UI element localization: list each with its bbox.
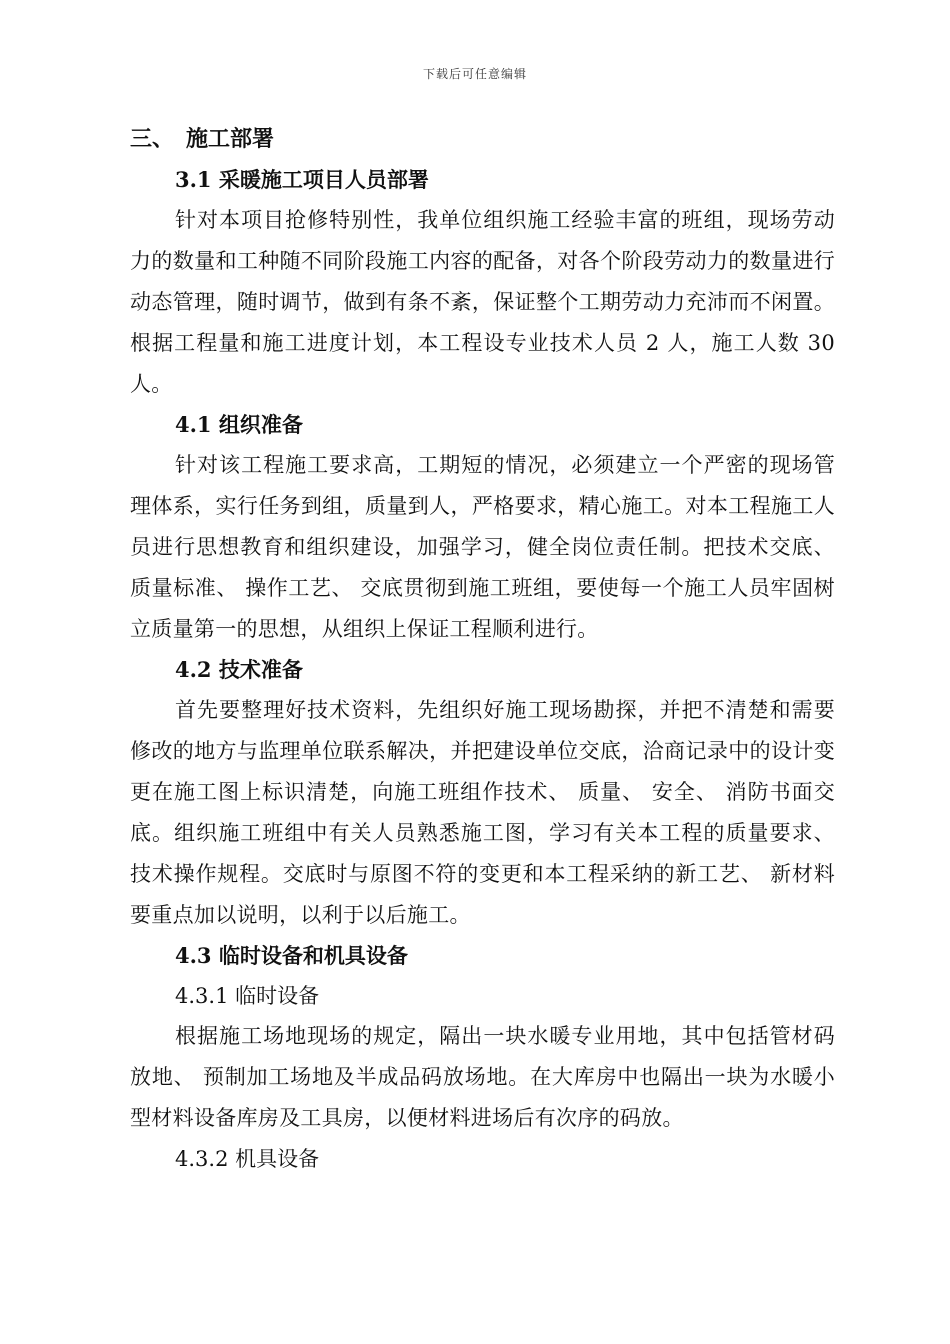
heading-4-3: 4.3 临时设备和机具设备 [175, 943, 408, 968]
paragraph-4-2: 首先要整理好技术资料，先组织好施工现场勘探，并把不清楚和需要修改的地方与监理单位联系解决，并把建设单位交底，洽商记录中的设计变更在施工图上标识清楚，向施工班组作技术、 质量、 安全、 消防书面交底。组织施工班组中有关人员熟悉施工图，学习有关本工程的质量要求、 技术操作规程。交底时与原图不符的变更和本工程采纳的新工艺、 新材料要重点加以说明，以利于以后施工。 [130, 698, 835, 927]
section-title-text: 施工部署 [186, 126, 275, 152]
subheading-4-3-1: 4.3.1 临时设备 [175, 984, 320, 1008]
paragraph-4-1: 针对该工程施工要求高，工期短的情况，必须建立一个严密的现场管理体系，实行任务到组，质量到人，严格要求，精心施工。对本工程施工人员进行思想教育和组织建设，加强学习，健全岗位责任制。把技术交底、 质量标准、 操作工艺、 交底贯彻到施工班组，要使每一个施工人员牢固树立质量第一的思想，从组织上保证工程顺利进行。 [130, 453, 835, 641]
page-header: 下载后可任意编辑 [422, 67, 527, 81]
subheading-4-3-2: 4.3.2 机具设备 [175, 1147, 320, 1171]
heading-4-2: 4.2 技术准备 [175, 657, 303, 682]
paragraph-4-3-1: 根据施工场地现场的规定，隔出一块水暖专业用地，其中包括管材码放地、 预制加工场地及半成品码放场地。在大库房中也隔出一块为水暖小型材料设备库房及工具房，以便材料进场后有次序的码放。 [130, 1024, 835, 1130]
heading-4-1: 4.1 组织准备 [175, 412, 303, 437]
paragraph-3-1: 针对本项目抢修特别性，我单位组织施工经验丰富的班组，现场劳动力的数量和工种随不同阶段施工内容的配备，对各个阶段劳动力的数量进行动态管理，随时调节，做到有条不紊，保证整个工期劳动力充沛而不闲置。根据工程量和施工进度计划，本工程设专业技术人员 2 人，施工人数 30 人。 [130, 208, 835, 396]
heading-3-1: 3.1 采暖施工项目人员部署 [175, 167, 429, 192]
section-title [130, 118, 835, 160]
document-body [130, 118, 835, 1179]
section-number: 三、 [130, 126, 175, 152]
